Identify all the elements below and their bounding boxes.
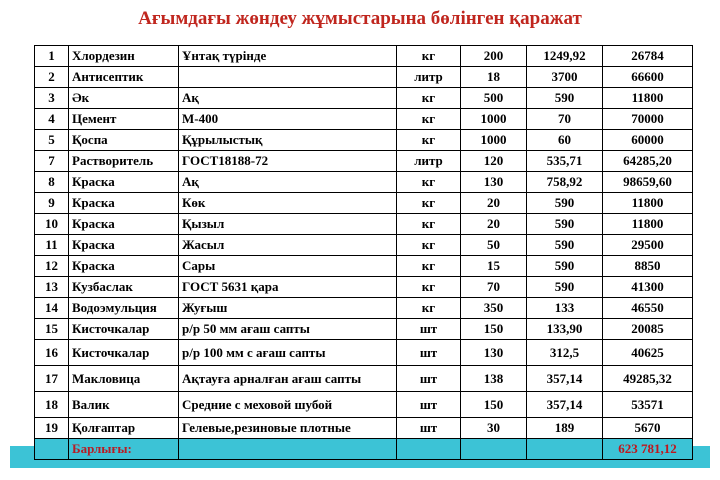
cell-price: 590 [527, 214, 603, 235]
cell-total: 8850 [603, 256, 693, 277]
cell-num: 13 [35, 277, 69, 298]
cell-total: 98659,60 [603, 172, 693, 193]
cell-qty: 130 [461, 340, 527, 366]
cell-num: 3 [35, 88, 69, 109]
cell-unit: кг [397, 130, 461, 151]
cell-price: 60 [527, 130, 603, 151]
cell-num: 1 [35, 46, 69, 67]
cell-desc: р/р 100 мм с ағаш сапты [179, 340, 397, 366]
cell-qty: 350 [461, 298, 527, 319]
cell-total: 40625 [603, 340, 693, 366]
cell-num: 17 [35, 366, 69, 392]
cell-name: Хлордезин [69, 46, 179, 67]
table-row [35, 151, 693, 172]
table-row [35, 319, 693, 340]
cell-unit: шт [397, 340, 461, 366]
summary-empty-cell [461, 439, 527, 460]
cell-name: Краска [69, 172, 179, 193]
cell-desc: М-400 [179, 109, 397, 130]
cell-qty: 15 [461, 256, 527, 277]
cell-qty: 150 [461, 319, 527, 340]
cell-price: 3700 [527, 67, 603, 88]
cell-qty: 18 [461, 67, 527, 88]
cell-num: 2 [35, 67, 69, 88]
cell-name: Растворитель [69, 151, 179, 172]
table-row [35, 256, 693, 277]
cell-qty: 120 [461, 151, 527, 172]
cell-price: 312,5 [527, 340, 603, 366]
cell-name: Қоспа [69, 130, 179, 151]
cell-desc: Сары [179, 256, 397, 277]
cell-num: 5 [35, 130, 69, 151]
cell-total: 20085 [603, 319, 693, 340]
table-row [35, 340, 693, 366]
cell-unit: литр [397, 67, 461, 88]
cell-unit: шт [397, 366, 461, 392]
cell-qty: 1000 [461, 109, 527, 130]
page-title: Ағымдағы жөндеу жұмыстарына бөлінген қаражат [138, 8, 582, 29]
cell-price: 133,90 [527, 319, 603, 340]
cell-unit: кг [397, 193, 461, 214]
table-row [35, 235, 693, 256]
cell-desc: Ақ [179, 172, 397, 193]
cell-desc: Құрылыстық [179, 130, 397, 151]
cell-unit: кг [397, 109, 461, 130]
summary-empty-cell [35, 439, 69, 460]
cell-qty: 130 [461, 172, 527, 193]
cell-price: 535,71 [527, 151, 603, 172]
cell-total: 70000 [603, 109, 693, 130]
cell-desc: Средние с меховой шубой [179, 392, 397, 418]
table-body [35, 46, 693, 460]
summary-empty-cell [397, 439, 461, 460]
cell-name: Валик [69, 392, 179, 418]
table-row [35, 193, 693, 214]
cell-desc: Көк [179, 193, 397, 214]
cell-price: 590 [527, 193, 603, 214]
cell-total: 29500 [603, 235, 693, 256]
cell-num: 18 [35, 392, 69, 418]
table-row [35, 418, 693, 439]
cell-qty: 150 [461, 392, 527, 418]
table-row [35, 130, 693, 151]
cell-unit: литр [397, 151, 461, 172]
cell-desc: Жасыл [179, 235, 397, 256]
cell-price: 1249,92 [527, 46, 603, 67]
cell-price: 590 [527, 235, 603, 256]
cell-unit: шт [397, 392, 461, 418]
cell-price: 133 [527, 298, 603, 319]
cell-desc: р/р 50 мм ағаш сапты [179, 319, 397, 340]
table-row [35, 172, 693, 193]
cell-desc: Ақ [179, 88, 397, 109]
cell-desc: Қызыл [179, 214, 397, 235]
cell-qty: 50 [461, 235, 527, 256]
cell-price: 357,14 [527, 392, 603, 418]
cell-desc [179, 67, 397, 88]
table-row [35, 392, 693, 418]
table-row [35, 67, 693, 88]
cell-num: 10 [35, 214, 69, 235]
cell-qty: 1000 [461, 130, 527, 151]
cell-qty: 20 [461, 193, 527, 214]
cell-qty: 138 [461, 366, 527, 392]
table-row [35, 46, 693, 67]
cell-total: 66600 [603, 67, 693, 88]
cell-num: 19 [35, 418, 69, 439]
cell-total: 64285,20 [603, 151, 693, 172]
cell-price: 590 [527, 256, 603, 277]
cell-total: 5670 [603, 418, 693, 439]
cell-unit: кг [397, 235, 461, 256]
cell-qty: 70 [461, 277, 527, 298]
cell-desc: Ақтауға арналған ағаш сапты [179, 366, 397, 392]
cell-desc: Ұнтақ түрінде [179, 46, 397, 67]
cell-num: 8 [35, 172, 69, 193]
cell-price: 590 [527, 88, 603, 109]
cell-name: Краска [69, 214, 179, 235]
cell-unit: кг [397, 214, 461, 235]
summary-empty-cell [179, 439, 397, 460]
cell-name: Краска [69, 235, 179, 256]
cell-unit: кг [397, 277, 461, 298]
cell-desc: Гелевые,резиновые плотные [179, 418, 397, 439]
cell-name: Антисептик [69, 67, 179, 88]
cell-price: 357,14 [527, 366, 603, 392]
cell-price: 590 [527, 277, 603, 298]
cell-desc: ГОСТ 5631 қара [179, 277, 397, 298]
cell-total: 41300 [603, 277, 693, 298]
cell-num: 12 [35, 256, 69, 277]
cell-total: 49285,32 [603, 366, 693, 392]
summary-label: Барлығы: [69, 439, 179, 460]
cell-price: 758,92 [527, 172, 603, 193]
table-row [35, 88, 693, 109]
summary-empty-cell [527, 439, 603, 460]
cell-total: 46550 [603, 298, 693, 319]
cell-total: 11800 [603, 88, 693, 109]
cell-name: Краска [69, 193, 179, 214]
cell-total: 11800 [603, 214, 693, 235]
cell-total: 53571 [603, 392, 693, 418]
cell-num: 9 [35, 193, 69, 214]
table-row [35, 277, 693, 298]
cell-total: 60000 [603, 130, 693, 151]
cell-unit: кг [397, 256, 461, 277]
table-row [35, 109, 693, 130]
cell-num: 4 [35, 109, 69, 130]
cell-num: 7 [35, 151, 69, 172]
cell-qty: 500 [461, 88, 527, 109]
cell-unit: кг [397, 88, 461, 109]
cell-desc: ГОСТ18188-72 [179, 151, 397, 172]
cell-num: 16 [35, 340, 69, 366]
cell-name: Краска [69, 256, 179, 277]
cell-name: Кисточкалар [69, 340, 179, 366]
summary-row [35, 439, 693, 460]
cell-num: 15 [35, 319, 69, 340]
cell-qty: 20 [461, 214, 527, 235]
cell-name: Цемент [69, 109, 179, 130]
cell-name: Қолғаптар [69, 418, 179, 439]
cell-num: 11 [35, 235, 69, 256]
cell-name: Әк [69, 88, 179, 109]
cell-desc: Жуғыш [179, 298, 397, 319]
cell-num: 14 [35, 298, 69, 319]
cell-unit: кг [397, 46, 461, 67]
cell-total: 11800 [603, 193, 693, 214]
cell-qty: 30 [461, 418, 527, 439]
cell-total: 26784 [603, 46, 693, 67]
cell-unit: кг [397, 172, 461, 193]
cell-name: Кузбаслак [69, 277, 179, 298]
cell-unit: шт [397, 319, 461, 340]
cell-unit: кг [397, 298, 461, 319]
cell-name: Макловица [69, 366, 179, 392]
cell-unit: шт [397, 418, 461, 439]
cell-qty: 200 [461, 46, 527, 67]
summary-total: 623 781,12 [603, 439, 693, 460]
cell-name: Кисточкалар [69, 319, 179, 340]
cell-price: 189 [527, 418, 603, 439]
table-row [35, 366, 693, 392]
table-row [35, 214, 693, 235]
cell-name: Водоэмульция [69, 298, 179, 319]
budget-table [34, 45, 693, 460]
cell-price: 70 [527, 109, 603, 130]
table-row [35, 298, 693, 319]
